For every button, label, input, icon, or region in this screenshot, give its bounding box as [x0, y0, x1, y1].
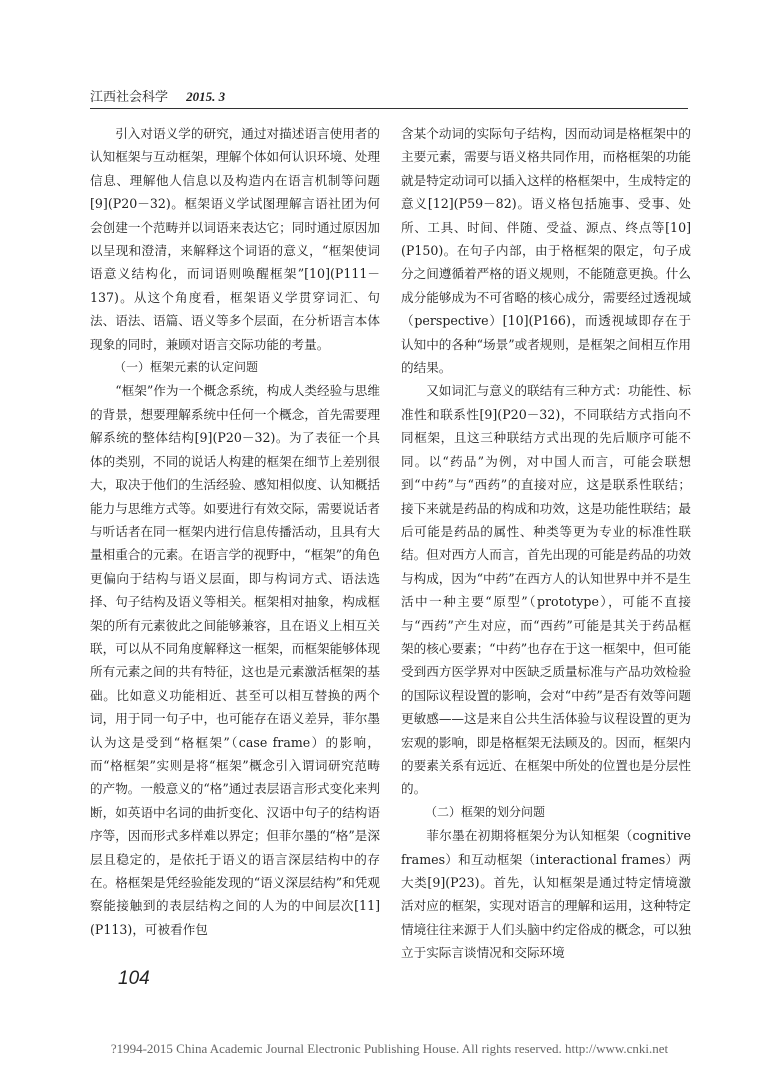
section-heading: （二）框架的划分问题: [425, 804, 546, 819]
left-column: [90, 122, 380, 941]
header-rule: [90, 108, 688, 109]
journal-name: 江西社会科学: [90, 90, 169, 105]
paragraph: 引入对语义学的研究，通过对描述语言使用者的认知框架与互动框架，理解个体如何认识环境、处理信息、理解他人信息以及构造内在语言机制等问题[9](P20－32)。框架语义学试图理解言语社团为何会创建一个范畴并以词语来表达它；同时通过原因加以呈现和澄清，来解释这个词语的意义，“框架使词语意义结构化，而词语则唤醒框架”[10](P111－137)。从这个角度看，框架语义学贯穿词汇、句法、语法、语篇、语义等多个层面，在分析语言本体现象的同时，兼顾对语言交际功能的考量。: [90, 126, 380, 352]
paragraph: “框架”作为一个概念系统，构成人类经验与思维的背景，想要理解系统中任何一个概念，首先需要理解系统的整体结构[9](P20－32)。为了表征一个具体的类别，不同的说话人构建的框架在细节上差别很大，取决于他们的生活经验、感知相似度、认知概括能力与思维方式等。如要进行有效交际，需要说话者与听话者在同一框架内进行信息传播活动，且具有大量相重合的元素。在语言学的视野中，“框架”的角色更偏向于结构与语义层面，即与构词方式、语法选择、句子结构及语义等相关。框架相对抽象，构成框架的所有元素彼此之间能够兼容，且在语义上相互关联，可以从不同角度解释这一框架，而框架能够体现所有元素之间的共有特征，这也是元素激活框架的基础。比如意义功能相近、甚至可以相互替换的两个词，用于同一句子中，也可能存在语义差异，菲尔墨认为这是受到“格框架”（case frame）的影响，而“格框架”实则是将“框架”概念引入谓词研究范畴的产物。一般意义的“格”通过表层语言形式变化来判断，如英语中名词的曲折变化、汉语中句子的结构语序等，因而形式多样难以界定；但菲尔墨的“格”是深层且稳定的，是依托于语义的语言深层结构中的存在。格框架是凭经验能发现的“语义深层结构”和凭观察能接触到的表层结构之间的人为的中间层次[11](P113)，可被看作包: [90, 383, 380, 937]
issue-number: 2015. 3: [186, 89, 226, 104]
page-number: 104: [118, 968, 150, 989]
paragraph: 又如词汇与意义的联结有三种方式：功能性、标准性和联系性[9](P20－32)，不同联结方式指向不同框架，且这三种联结方式出现的先后顺序可能不同。以“药品”为例，对中国人而言，可能会联想到“中药”与“西药”的直接对应，这是联系性联结；接下来就是药品的构成和功效，这是功能性联结；最后可能是药品的属性、种类等更为专业的标准性联结。但对西方人而言，首先出现的可能是药品的功效与构成，因为“中药”在西方人的认知世界中并不是生活中一种主要“原型”（prototype），可能不直接与“西药”产生对应，而“西药”可能是其关于药品框架的核心要素；“中药”也存在于这一框架中，但可能受到西方医学界对中医缺乏质量标准与产品功效检验的国际议程设置的影响，会对“中药”是否有效等问题更敏感——这是来自公共生活体验与议程设置的更为宏观的影响，即是格框架无法顾及的。因而，框架内的要素关系有远近、在框架中所处的位置也是分层性的。: [401, 383, 691, 797]
paragraph: 含某个动词的实际句子结构，因而动词是格框架中的主要元素，需要与语义格共同作用，而格框架的功能就是特定动词可以插入这样的格框架中，生成特定的意义[12](P59－82)。语义格包括施事、受事、处所、工具、时间、伴随、受益、源点、终点等[10](P150)。在句子内部，由于格框架的限定，句子成分之间遵循着严格的语义规则，不能随意更换。什么成分能够成为不可省略的核心成分，需要经过透视域（perspective）[10](P166)，而透视域即存在于认知中的各种“场景”或者规则，是框架之间相互作用的结果。: [401, 126, 691, 376]
section-heading: （一）框架元素的认定问题: [114, 360, 259, 375]
paragraph: 菲尔墨在初期将框架分为认知框架（cognitive frames）和互动框架（interactional frames）两大类[9](P23)。首先，认知框架是通过特定情境激活对应的框架，实现对语言的理解和运用，这种特定情境往往来源于人们头脑中约定俗成的概念，可以独立于实际言谈情况和交际环境: [401, 828, 691, 961]
right-column: [401, 122, 691, 965]
copyright-footer: ?1994-2015 China Academic Journal Electronic Publishing House. All rights reserved. http://www.cnki.net: [110, 1041, 669, 1056]
running-header: [90, 86, 225, 105]
